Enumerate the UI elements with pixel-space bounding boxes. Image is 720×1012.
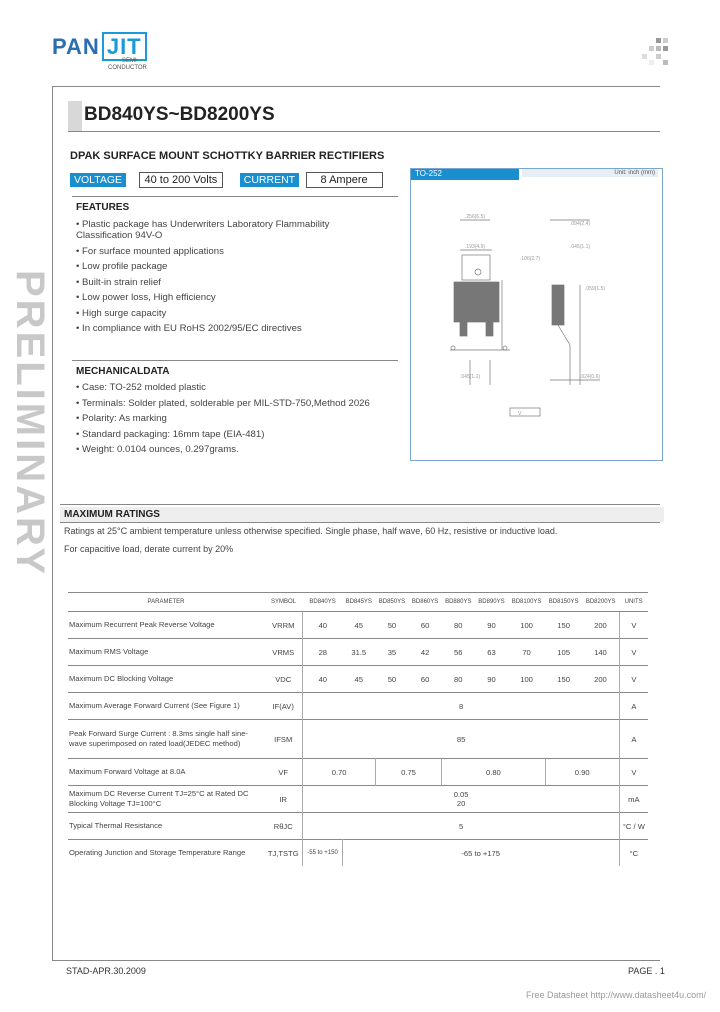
value-cell: 105 [545,639,582,666]
table-row [68,720,648,759]
value-cell: 90 [475,666,508,693]
value-cell: 60 [409,666,442,693]
column-header: UNITS [619,593,648,612]
symbol-cell: RθJC [264,813,303,840]
parameter-cell: Operating Junction and Storage Temperature Range [68,840,264,867]
feature-item: • Built-in strain relief [76,277,376,288]
value-cell: 8 [303,693,619,720]
mechanical-heading: MECHANICALDATA [76,366,170,377]
unit-cell: A [619,720,648,759]
value-cell: 200 [582,666,619,693]
ratings-table-wrap [68,592,648,866]
symbol-cell: IF(AV) [264,693,303,720]
features-heading: FEATURES [76,202,130,213]
value-cell: 40 [303,612,342,639]
voltage-value: 40 to 200 Volts [139,172,224,188]
value-cell: 85 [303,720,619,759]
table-row [68,840,648,867]
parameter-cell: Maximum Forward Voltage at 8.0A [68,759,264,786]
value-cell: 42 [409,639,442,666]
subtitle: DPAK SURFACE MOUNT SCHOTTKY BARRIER RECTIFIERS [70,150,385,162]
mechanical-item: • Weight: 0.0104 ounces, 0.297grams. [76,444,406,455]
table-row [68,759,648,786]
features-list [76,219,376,339]
voltage-label: VOLTAGE [70,173,126,187]
package-unit: Unit: inch (mm) [522,169,658,177]
title-marker [68,101,82,131]
symbol-cell: VDC [264,666,303,693]
ratings-note-2: For capacitive load, derate current by 20% [64,544,234,554]
brand-subtext [108,58,147,72]
brand-conductor: CONDUCTOR [108,65,147,71]
symbol-cell: VF [264,759,303,786]
svg-text:V: V [518,411,522,417]
ratings-note-1: Ratings at 25°C ambient temperature unless otherwise specified. Single phase, half wave, 60 Hz, resistive or inductive load. [64,526,558,536]
column-header: BD850YS [375,593,408,612]
header-divider [52,86,660,87]
package-outline-drawing [430,200,650,450]
spec-bar [70,170,383,188]
table-row [68,612,648,639]
footer-divider [52,960,660,961]
value-cell: -55 to +150 [303,840,342,867]
ratings-top-rule [60,504,660,505]
parameter-cell: Maximum DC Blocking Voltage [68,666,264,693]
table-row [68,813,648,840]
unit-cell: °C [619,840,648,867]
value-cell: 0.80 [442,759,545,786]
features-rule [72,196,398,197]
value-cell: 150 [545,612,582,639]
svg-text:.059(1.5): .059(1.5) [585,286,606,292]
mechanical-rule [72,360,398,361]
left-border [52,86,53,960]
column-header: BD8150YS [545,593,582,612]
brand-jit: JIT [102,32,147,61]
parameter-cell: Maximum DC Reverse Current TJ=25°C at Rated DC Blocking Voltage TJ=100°C [68,786,264,813]
value-cell: 200 [582,612,619,639]
dots-decoration-icon [640,38,670,68]
feature-item: • Low power loss, High efficiency [76,292,376,303]
svg-text:.193(4.9): .193(4.9) [465,244,486,250]
mechanical-item: • Case: TO-252 molded plastic [76,382,406,393]
column-header: SYMBOL [264,593,303,612]
current-label: CURRENT [240,173,299,187]
value-cell: 40 [303,666,342,693]
column-header: BD8100YS [508,593,545,612]
value-cell: 80 [442,612,475,639]
value-cell: 5 [303,813,619,840]
preliminary-watermark: PRELIMINARY [8,270,52,578]
feature-item: • In compliance with EU RoHS 2002/95/EC directives [76,323,376,334]
table-header-row [68,593,648,612]
brand-logo [52,34,147,60]
value-cell: 63 [475,639,508,666]
symbol-cell: TJ,TSTG [264,840,303,867]
svg-text:.045(1.1): .045(1.1) [570,244,591,250]
footer-site: Free Datasheet http://www.datasheet4u.com/ [526,990,707,1000]
table-row [68,666,648,693]
column-header: BD860YS [409,593,442,612]
value-cell: 0.75 [375,759,441,786]
page-title: BD840YS~BD8200YS [84,104,275,125]
mechanical-item: • Standard packaging: 16mm tape (EIA-481) [76,429,406,440]
value-cell: 100 [508,666,545,693]
parameter-cell: Peak Forward Surge Current : 8.3ms single half sine-wave superimposed on rated load(JEDEC method) [68,720,264,759]
column-header: BD890YS [475,593,508,612]
column-header: BD845YS [342,593,375,612]
value-cell: 90 [475,612,508,639]
parameter-cell: Typical Thermal Resistance [68,813,264,840]
footer-page: PAGE . 1 [628,966,665,976]
column-header: BD8200YS [582,593,619,612]
value-cell: 50 [375,612,408,639]
unit-cell: °C / W [619,813,648,840]
ratings-heading: MAXIMUM RATINGS [60,507,664,522]
value-cell: 80 [442,666,475,693]
symbol-cell: VRRM [264,612,303,639]
value-cell: -65 to +175 [342,840,619,867]
svg-text:.024(0.6): .024(0.6) [580,374,601,380]
value-cell: 45 [342,612,375,639]
unit-cell: V [619,612,648,639]
feature-item: • Plastic package has Underwriters Laboratory Flammability Classification 94V-O [76,219,376,241]
svg-text:.094(2.4): .094(2.4) [570,221,591,227]
table-row [68,786,648,813]
column-header: BD840YS [303,593,342,612]
column-header: BD880YS [442,593,475,612]
brand-pan: PAN [52,34,100,59]
value-cell: 50 [375,666,408,693]
package-name: TO-252 [411,169,519,180]
parameter-cell: Maximum Recurrent Peak Reverse Voltage [68,612,264,639]
feature-item: • Low profile package [76,261,376,272]
svg-text:.106(2.7): .106(2.7) [520,256,541,262]
symbol-cell: VRMS [264,639,303,666]
feature-item: • For surface mounted applications [76,246,376,257]
mechanical-list [76,382,406,460]
mechanical-item: • Polarity: As marking [76,413,406,424]
value-cell: 150 [545,666,582,693]
column-header: PARAMETER [68,593,264,612]
brand-semi: SEMI [122,58,137,64]
value-cell: 0.90 [545,759,619,786]
unit-cell: A [619,693,648,720]
value-cell: 0.70 [303,759,375,786]
unit-cell: mA [619,786,648,813]
footer-date: STAD-APR.30.2009 [66,966,146,976]
svg-text:.045(1.1): .045(1.1) [460,374,481,380]
value-cell: 45 [342,666,375,693]
symbol-cell: IR [264,786,303,813]
table-row [68,693,648,720]
title-underline [68,131,660,132]
value-cell: 140 [582,639,619,666]
value-cell: 28 [303,639,342,666]
current-value: 8 Ampere [306,172,383,188]
parameter-cell: Maximum Average Forward Current (See Figure 1) [68,693,264,720]
value-cell: 70 [508,639,545,666]
package-header [411,169,660,180]
mechanical-item: • Terminals: Solder plated, solderable per MIL-STD-750,Method 2026 [76,398,406,409]
symbol-cell: IFSM [264,720,303,759]
value-cell: 56 [442,639,475,666]
value-cell: 0.05 20 [303,786,619,813]
unit-cell: V [619,639,648,666]
feature-item: • High surge capacity [76,308,376,319]
parameter-cell: Maximum RMS Voltage [68,639,264,666]
table-row [68,639,648,666]
value-cell: 100 [508,612,545,639]
value-cell: 60 [409,612,442,639]
ratings-table [68,592,648,866]
svg-text:.256(6.5): .256(6.5) [465,214,486,220]
value-cell: 35 [375,639,408,666]
value-cell: 31.5 [342,639,375,666]
ratings-body [68,612,648,867]
unit-cell: V [619,759,648,786]
ratings-rule [60,522,660,523]
unit-cell: V [619,666,648,693]
